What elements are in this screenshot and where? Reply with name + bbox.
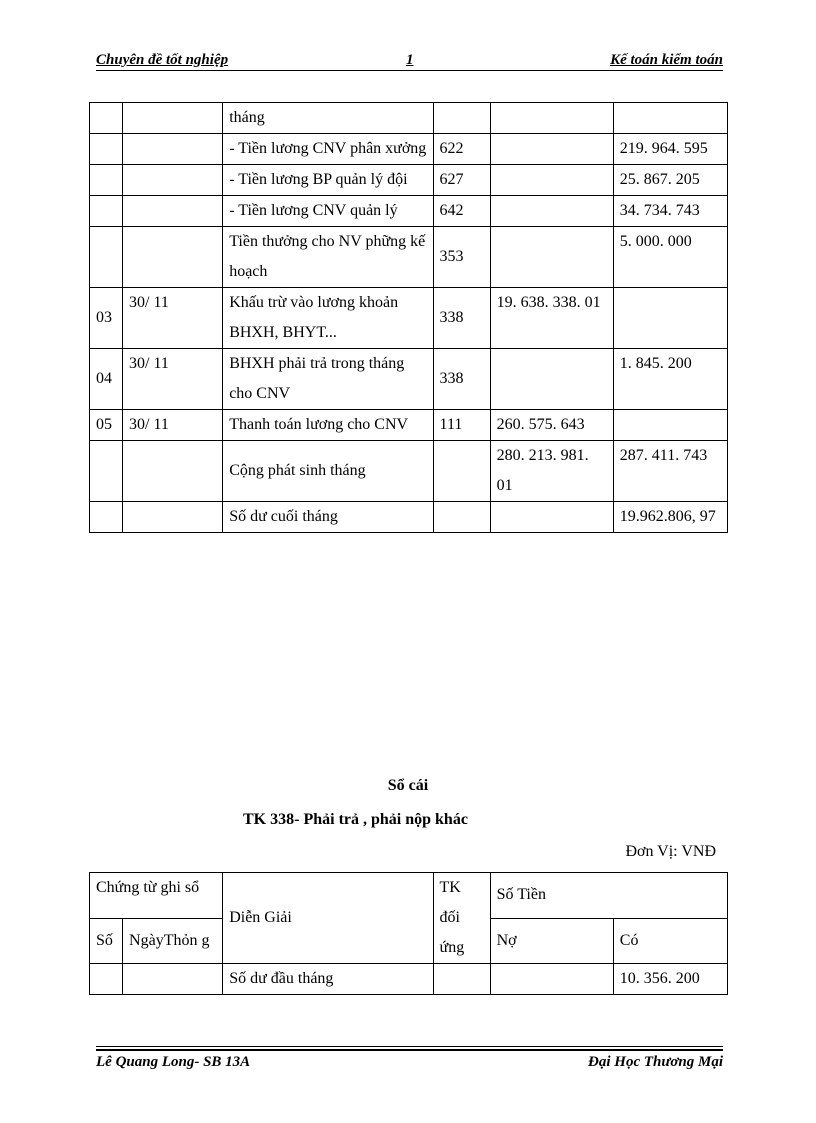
cell-tk: 642 [433,196,490,227]
ledger-table-338 [89,872,728,995]
header-no: Nợ [490,918,613,964]
cell-co: 219. 964. 595 [613,134,727,165]
footer-left: Lê Quang Long- SB 13A [96,1054,251,1070]
cell-co: 19.962.806, 97 [613,502,727,533]
footer-right: Đại Học Thương Mại [588,1054,723,1070]
cell-co [613,288,727,349]
cell-ngay: 30/ 11 [123,410,223,441]
cell-ngay: 30/ 11 [123,288,223,349]
cell-no [490,103,613,134]
ledger-table-continued [89,102,728,533]
ledger-subtitle: TK 338- Phải trả , phải nộp khác [243,811,468,828]
cell-so [90,964,123,995]
table-row [90,288,728,349]
ledger-table-338-body [90,873,728,995]
cell-no [490,227,613,288]
table-row [90,227,728,288]
footer-rule-thick [96,1049,723,1051]
header-so-tien: Số Tiền [490,873,727,919]
cell-tk: 627 [433,165,490,196]
cell-ngay [123,103,223,134]
cell-no [490,502,613,533]
cell-dien-giai: Thanh toán lương cho CNV [223,410,433,441]
cell-so [90,502,123,533]
cell-no: 260. 575. 643 [490,410,613,441]
cell-dien-giai: tháng [223,103,433,134]
cell-co: 34. 734. 743 [613,196,727,227]
cell-so [90,165,123,196]
cell-dien-giai: - Tiền lương BP quản lý đội [223,165,433,196]
cell-co: 5. 000. 000 [613,227,727,288]
table-row [90,502,728,533]
cell-tk: 111 [433,410,490,441]
table-row [90,196,728,227]
header-dien-giai: Diễn Giải [223,873,433,964]
cell-tk: 353 [433,227,490,288]
ledger-table-body [90,103,728,533]
table-row [90,349,728,410]
currency-unit: Đơn Vị: VNĐ [625,843,716,860]
header-ngay: NgàyThỏn g [123,918,223,964]
cell-ngay [123,964,223,995]
cell-dien-giai: - Tiền lương CNV phân xưởng [223,134,433,165]
cell-no: 280. 213. 981. 01 [490,441,613,502]
header-left: Chuyên đề tốt nghiệp [96,52,229,68]
header-so: Số [90,918,123,964]
cell-no [490,349,613,410]
cell-dien-giai: Khấu trừ vào lương khoản BHXH, BHYT... [223,288,433,349]
page-footer [96,1054,723,1076]
table-row [90,410,728,441]
cell-so [90,103,123,134]
page-number: 1 [406,52,414,68]
cell-dien-giai: BHXH phải trả trong tháng cho CNV [223,349,433,410]
cell-tk [433,441,490,502]
ledger-title: Sổ cái [387,777,429,794]
cell-dien-giai: Tiền thưởng cho NV phững kế hoạch [223,227,433,288]
cell-no [490,165,613,196]
cell-dien-giai: Cộng phát sinh tháng [223,441,433,502]
cell-so: 05 [90,410,123,441]
header-chung-tu: Chứng từ ghi sổ [90,873,223,919]
cell-ngay [123,134,223,165]
cell-dien-giai: Số dư cuối tháng [223,502,433,533]
table-row [90,964,728,995]
header-right: Kế toán kiểm toán [610,52,723,68]
header-rule [96,70,723,71]
cell-no: 19. 638. 338. 01 [490,288,613,349]
cell-so: 03 [90,288,123,349]
cell-tk [433,502,490,533]
cell-co: 25. 867. 205 [613,165,727,196]
cell-no [490,196,613,227]
cell-dien-giai: - Tiền lương CNV quản lý [223,196,433,227]
cell-no [490,964,613,995]
cell-so [90,196,123,227]
cell-ngay [123,196,223,227]
cell-so [90,134,123,165]
cell-ngay [123,227,223,288]
table-row [90,134,728,165]
cell-tk [433,964,490,995]
header-co: Có [613,918,727,964]
cell-tk: 338 [433,288,490,349]
footer-rule [96,1046,723,1047]
cell-tk: 338 [433,349,490,410]
cell-so [90,227,123,288]
cell-co [613,410,727,441]
cell-ngay: 30/ 11 [123,349,223,410]
cell-co [613,103,727,134]
cell-ngay [123,441,223,502]
cell-ngay [123,165,223,196]
cell-no [490,134,613,165]
cell-so [90,441,123,502]
header-row-1 [90,873,728,919]
table-row [90,103,728,134]
cell-tk: 622 [433,134,490,165]
cell-tk [433,103,490,134]
header-tk: TK đối ứng [433,873,490,964]
cell-co: 287. 411. 743 [613,441,727,502]
cell-so: 04 [90,349,123,410]
cell-co: 1. 845. 200 [613,349,727,410]
cell-ngay [123,502,223,533]
table-row [90,165,728,196]
cell-dien-giai: Số dư đầu tháng [223,964,433,995]
cell-co: 10. 356. 200 [613,964,727,995]
table-row [90,441,728,502]
